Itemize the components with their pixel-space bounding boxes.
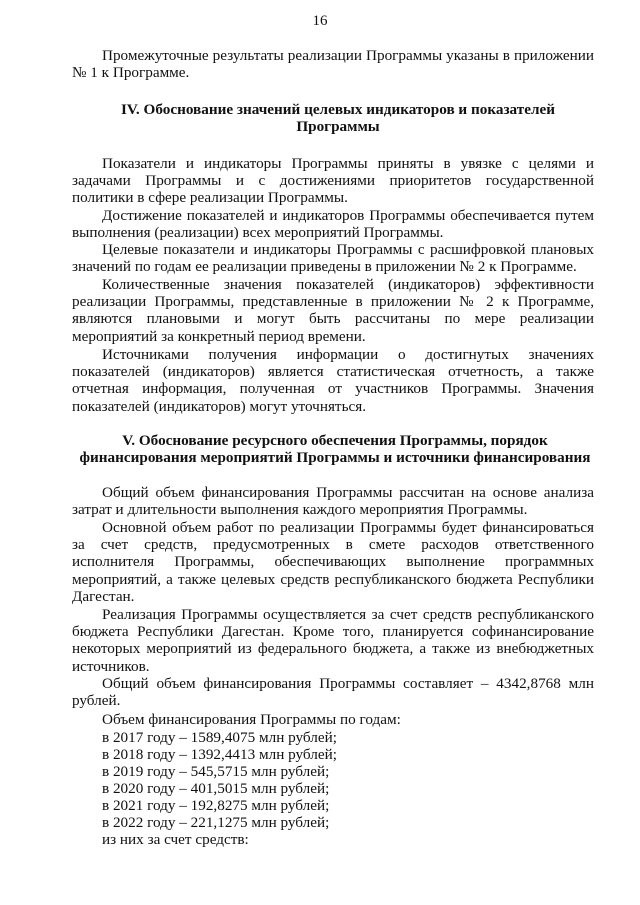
section-5-paragraph-2: Основной объем работ по реализации Программы будет финансироваться за счет средств, предусмотренных в смете расходов ответственного исполнителя Программы, обеспечивающих выполнение программных мероприятий, а также целевых средств республиканского бюджета Республики Дагестан.: [72, 519, 594, 605]
funding-year-item: в 2022 году – 221,1275 млн рублей;: [102, 814, 330, 831]
page-number: 16: [312, 13, 328, 29]
section-4-paragraph-1: Показатели и индикаторы Программы приняты в увязке с целями и задачами Программы и с достижениями приоритетов государственной политики в сфере реализации Программы.: [72, 155, 594, 207]
section-5-paragraph-1: Общий объем финансирования Программы рассчитан на основе анализа затрат и длительности выполнения каждого мероприятия Программы.: [72, 484, 594, 519]
funding-year-item: в 2020 году – 401,5015 млн рублей;: [102, 780, 330, 797]
section-4-heading: IV. Обоснование значений целевых индикаторов и показателей Программы: [121, 101, 555, 136]
funding-year-item: в 2018 году – 1392,4413 млн рублей;: [102, 746, 337, 763]
section-4-paragraph-5: Источниками получения информации о достигнутых значениях показателей (индикаторов) является статистическая отчетность, а также отчетная информация, полученная от участников Программы. Значения показателей (индикаторов) могут уточняться.: [72, 346, 594, 415]
section-5-paragraph-4: Общий объем финансирования Программы составляет – 4342,8768 млн рублей.: [72, 675, 594, 710]
funding-year-item: в 2021 году – 192,8275 млн рублей;: [102, 797, 330, 814]
funding-year-item: в 2019 году – 545,5715 млн рублей;: [102, 763, 330, 780]
funding-sources-label: из них за счет средств:: [102, 831, 249, 848]
section-4-paragraph-2: Достижение показателей и индикаторов Программы обеспечивается путем выполнения (реализации) всех мероприятий Программы.: [72, 207, 594, 242]
funding-by-year-label: Объем финансирования Программы по годам:: [102, 711, 401, 728]
section-5-heading: V. Обоснование ресурсного обеспечения Программы, порядок финансирования мероприятий Программы и источники финансирования: [79, 432, 591, 467]
section-5-paragraph-3: Реализация Программы осуществляется за счет средств республиканского бюджета Республики Дагестан. Кроме того, планируется софинансирование некоторых мероприятий из федерального бюджета, а также из внебюджетных источников.: [72, 606, 594, 675]
section-4-paragraph-4: Количественные значения показателей (индикаторов) эффективности реализации Программы, представленные в приложении № 2 к Программе, являются плановыми и могут быть рассчитаны по мере реализации мероприятий за конкретный период времени.: [72, 276, 594, 345]
intro-paragraph: Промежуточные результаты реализации Программы указаны в приложении № 1 к Программе.: [72, 47, 594, 82]
funding-year-item: в 2017 году – 1589,4075 млн рублей;: [102, 729, 337, 746]
section-4-paragraph-3: Целевые показатели и индикаторы Программы с расшифровкой плановых значений по годам ее реализации приведены в приложении № 2 к Программе.: [72, 241, 594, 276]
